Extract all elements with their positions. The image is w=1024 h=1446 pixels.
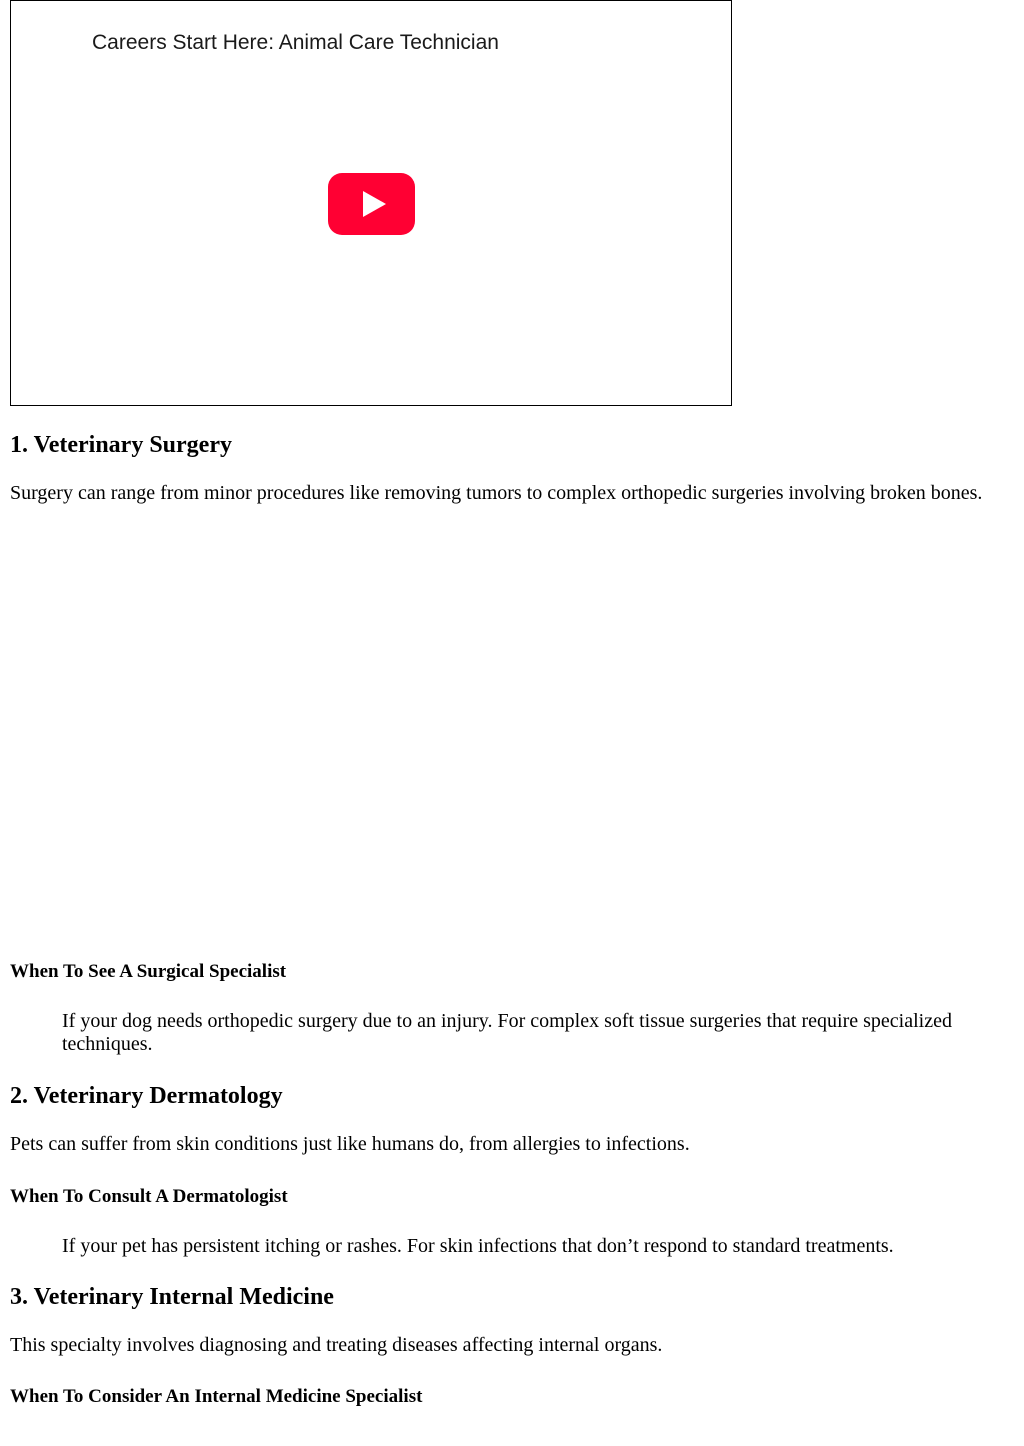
section-heading-internal-medicine: 3. Veterinary Internal Medicine (10, 1284, 334, 1310)
subheading-dermatologist: When To Consult A Dermatologist (10, 1186, 288, 1207)
quote-surgical-specialist: If your dog needs orthopedic surgery due to an injury. For complex soft tissue surgeries that require specialized techniques. (62, 1010, 952, 1055)
subheading-surgical-specialist: When To See A Surgical Specialist (10, 961, 287, 982)
quote-dermatologist: If your pet has persistent itching or rashes. For skin infections that don’t respond to standard treatments. (62, 1235, 894, 1257)
video-embed[interactable] (10, 0, 732, 406)
blank-ad-space (10, 520, 1014, 950)
video-title[interactable]: Careers Start Here: Animal Care Technician (92, 31, 499, 54)
section-heading-dermatology: 2. Veterinary Dermatology (10, 1083, 283, 1109)
section-paragraph-dermatology: Pets can suffer from skin conditions just like humans do, from allergies to infections. (10, 1133, 690, 1155)
section-paragraph-internal-medicine: This specialty involves diagnosing and treating diseases affecting internal organs. (10, 1334, 663, 1356)
subheading-internal-medicine-specialist: When To Consider An Internal Medicine Specialist (10, 1386, 423, 1407)
section-paragraph-surgery: Surgery can range from minor procedures like removing tumors to complex orthopedic surgeries involving broken bones. (10, 482, 983, 504)
youtube-play-icon (328, 173, 415, 235)
section-heading-surgery: 1. Veterinary Surgery (10, 432, 232, 458)
play-button[interactable] (328, 173, 415, 235)
